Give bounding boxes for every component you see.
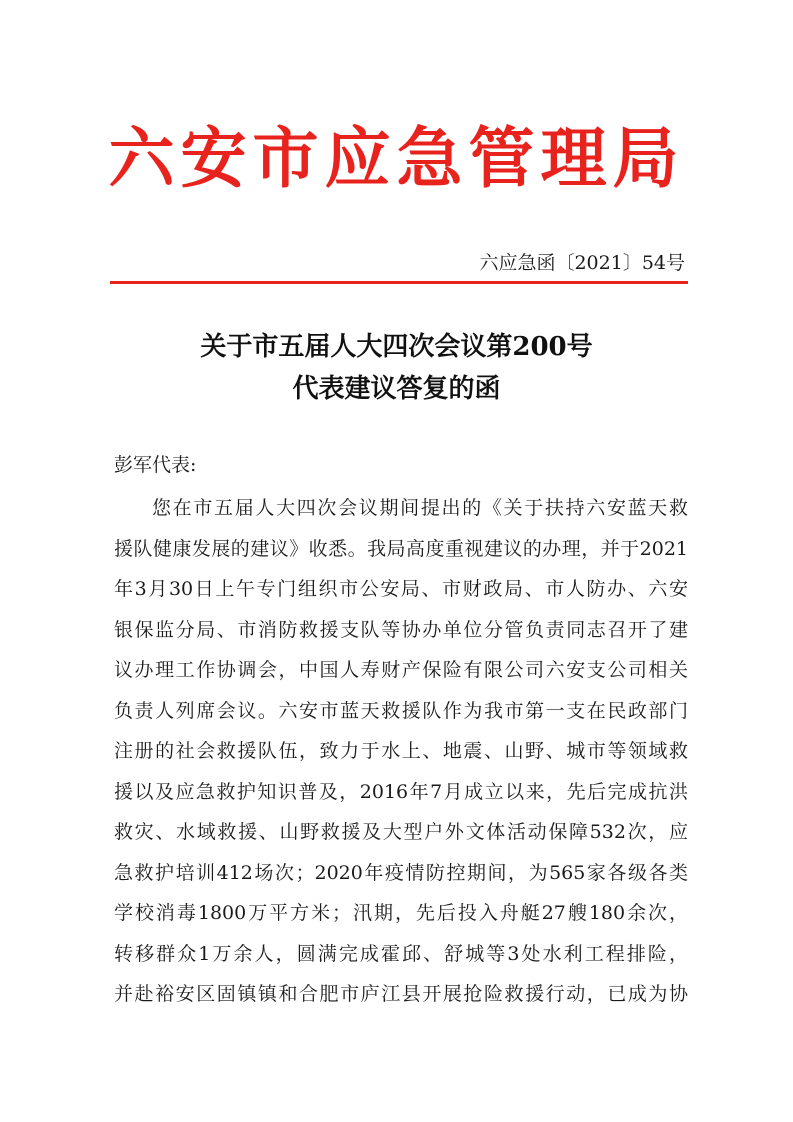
document-number: 六应急函〔2021〕54号 <box>479 252 685 274</box>
body-line: 学校消毒1800万平方米；汛期，先后投入舟艇27艘180余次， <box>114 902 688 924</box>
body-line: 负责人列席会议。六安市蓝天救援队作为我市第一支在民政部门 <box>114 699 688 722</box>
body-line: 年3月30日上午专门组织市公安局、市财政局、市人防办、六安 <box>114 578 688 600</box>
body-paragraph <box>114 488 688 1015</box>
body-line: 您在市五届人大四次会议期间提出的《关于扶持六安蓝天救 <box>152 497 688 519</box>
body-line: 救灾、水域救援、山野救援及大型户外文体活动保障532次，应 <box>114 821 688 843</box>
body-line: 转移群众1万余人，圆满完成霍邱、舒城等3处水利工程排险， <box>114 942 688 965</box>
document-title <box>0 326 793 410</box>
title-line-1: 关于市五届人大四次会议第200号 <box>200 332 593 362</box>
body-line: 援队健康发展的建议》收悉。我局高度重视建议的办理，并于2021 <box>114 537 688 560</box>
masthead-org-name: 六安市应急管理局 <box>108 119 685 197</box>
body-line: 议办理工作协调会，中国人寿财产保险有限公司六安支公司相关 <box>114 659 688 681</box>
masthead-divider <box>110 281 688 284</box>
body-line: 并赴裕安区固镇镇和合肥市庐江县开展抢险救援行动，已成为协 <box>114 983 688 1005</box>
salutation: 彭军代表: <box>114 454 197 476</box>
body-line: 银保监分局、市消防救援支队等协办单位分管负责同志召开了建 <box>114 618 688 641</box>
title-line-2: 代表建议答复的函 <box>292 374 501 404</box>
body-line: 注册的社会救援队伍，致力于水上、地震、山野、城市等领域救 <box>114 740 688 762</box>
body-line: 援以及应急救护知识普及，2016年7月成立以来，先后完成抗洪 <box>114 780 688 803</box>
body-line: 急救护培训412场次；2020年疫情防控期间，为565家各级各类 <box>114 861 688 884</box>
